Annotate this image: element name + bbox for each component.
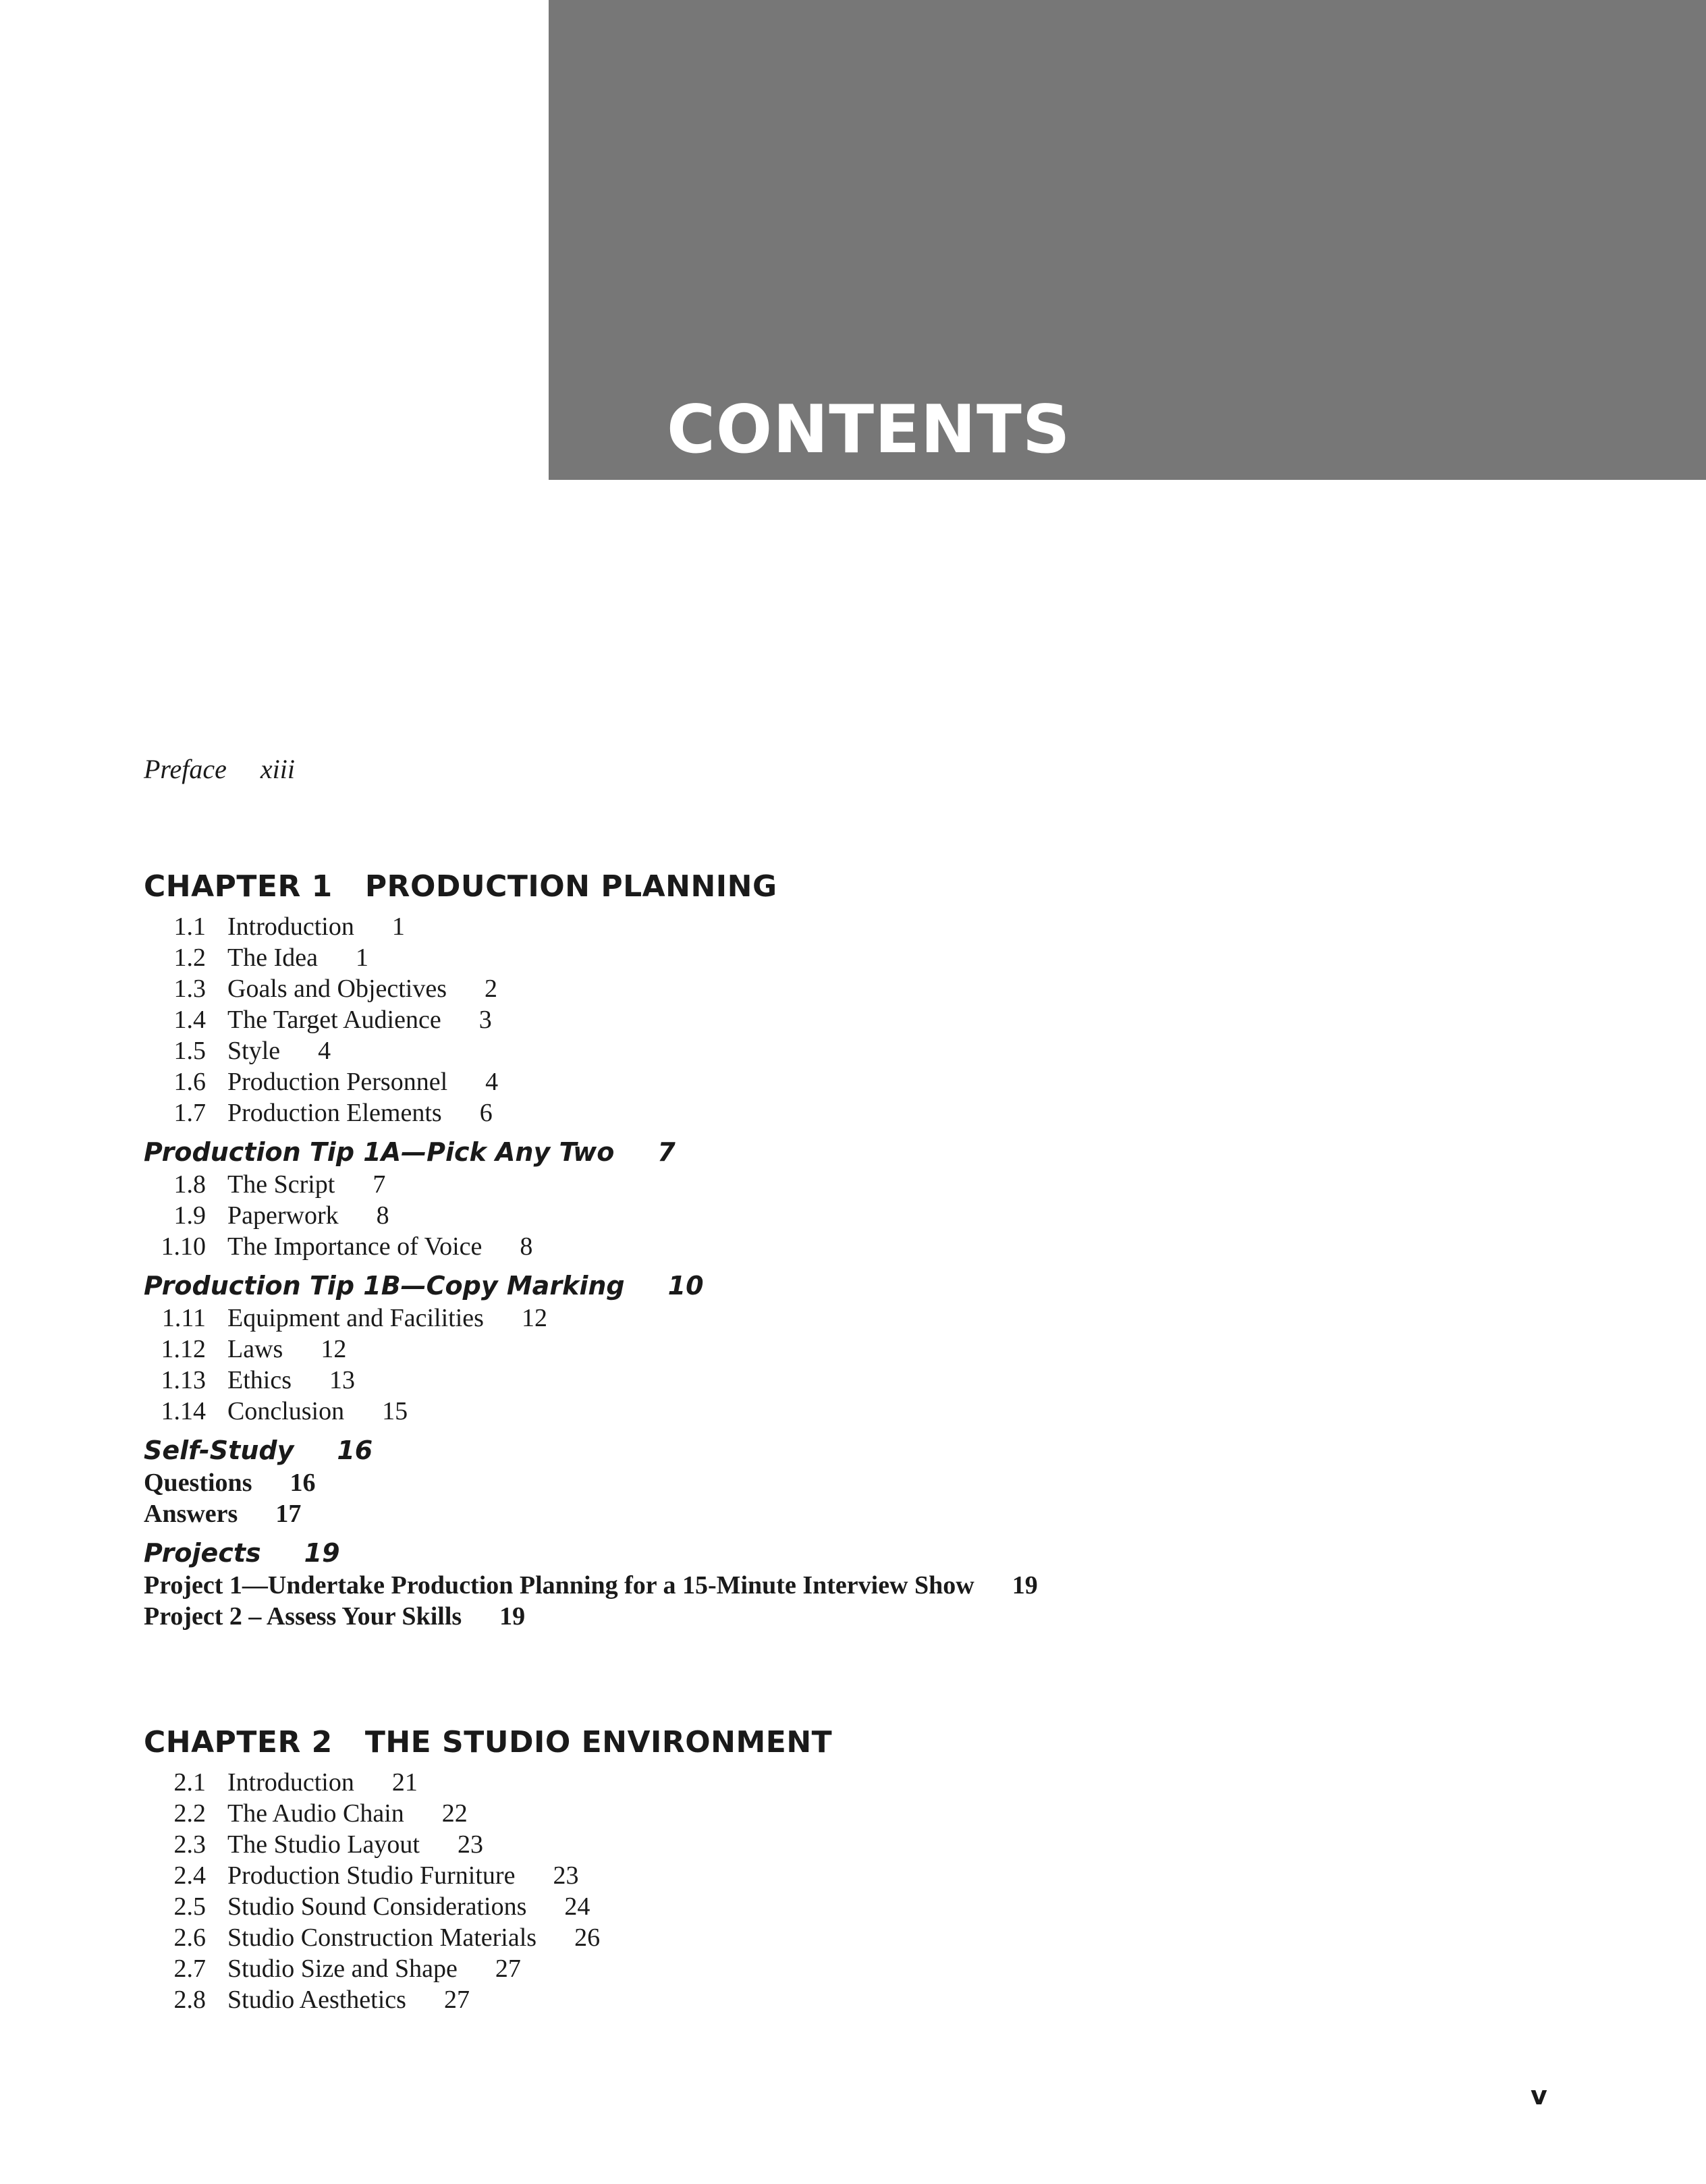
section-title: Goals and Objectives bbox=[227, 975, 447, 1003]
entry-page: 19 bbox=[499, 1602, 526, 1631]
section-title: Style bbox=[227, 1037, 281, 1065]
toc-section[interactable] bbox=[144, 1396, 1038, 1427]
toc-section[interactable] bbox=[144, 1004, 1038, 1035]
section-number: 1.8 bbox=[173, 1170, 206, 1199]
section-number: 1.5 bbox=[173, 1037, 206, 1065]
section-number: 1.12 bbox=[161, 1335, 206, 1363]
section-page: 27 bbox=[443, 1986, 470, 2014]
section-page: 13 bbox=[329, 1366, 355, 1394]
chapter-2-title: THE STUDIO ENVIRONMENT bbox=[364, 1725, 833, 1759]
production-tip-1b[interactable] bbox=[144, 1273, 1038, 1299]
page-title: CONTENTS bbox=[667, 391, 1071, 468]
toc-section[interactable] bbox=[144, 1798, 832, 1829]
section-page: 23 bbox=[553, 1861, 579, 1890]
section-title: Introduction bbox=[227, 912, 354, 941]
section-page: 8 bbox=[376, 1201, 389, 1230]
section-number: 2.7 bbox=[173, 1955, 206, 1983]
section-page: 4 bbox=[485, 1068, 499, 1096]
chapter-1-sections-a bbox=[144, 911, 1038, 1128]
section-number: 2.5 bbox=[173, 1892, 206, 1921]
tip-title: Production Tip 1B—Copy Marking bbox=[144, 1271, 625, 1301]
entry-title: Project 1—Undertake Production Planning for a 15-Minute Interview Show bbox=[144, 1571, 974, 1600]
entry-page: 19 bbox=[1012, 1571, 1038, 1600]
chapter-1-sections-b bbox=[144, 1169, 1038, 1262]
section-title: Studio Aesthetics bbox=[227, 1986, 406, 2014]
projects-page: 19 bbox=[304, 1538, 340, 1568]
preface-label: Preface bbox=[144, 754, 227, 784]
section-number: 1.2 bbox=[173, 944, 206, 972]
entry-title: Questions bbox=[144, 1469, 252, 1497]
section-page: 3 bbox=[478, 1006, 492, 1034]
tip-page: 10 bbox=[667, 1271, 704, 1301]
section-page: 12 bbox=[521, 1304, 547, 1332]
entry-title: Project 2 – Assess Your Skills bbox=[144, 1602, 462, 1631]
toc-section[interactable] bbox=[144, 1891, 832, 1922]
section-page: 22 bbox=[441, 1799, 468, 1828]
section-page: 24 bbox=[564, 1892, 590, 1921]
section-number: 2.2 bbox=[173, 1799, 206, 1828]
entry-page: 17 bbox=[275, 1500, 302, 1528]
section-number: 1.11 bbox=[161, 1304, 206, 1332]
section-title: The Target Audience bbox=[227, 1006, 441, 1034]
section-title: Production Studio Furniture bbox=[227, 1861, 516, 1890]
self-study-heading[interactable] bbox=[144, 1438, 1038, 1463]
toc-section[interactable] bbox=[144, 942, 1038, 973]
section-number: 1.7 bbox=[173, 1099, 206, 1127]
section-number: 2.1 bbox=[173, 1768, 206, 1797]
chapter-1-block bbox=[144, 869, 1038, 1632]
section-page: 27 bbox=[495, 1955, 521, 1983]
section-number: 1.3 bbox=[173, 975, 206, 1003]
section-page: 15 bbox=[382, 1397, 408, 1425]
toc-entry-answers[interactable] bbox=[144, 1498, 1038, 1529]
tip-page: 7 bbox=[657, 1137, 676, 1167]
toc-section[interactable] bbox=[144, 1035, 1038, 1066]
toc-section[interactable] bbox=[144, 1767, 832, 1798]
section-page: 12 bbox=[321, 1335, 347, 1363]
toc-section[interactable] bbox=[144, 1953, 832, 1984]
chapter-2-sections bbox=[144, 1767, 832, 2015]
section-title: Production Personnel bbox=[227, 1068, 448, 1096]
tip-title: Production Tip 1A—Pick Any Two bbox=[144, 1137, 615, 1167]
toc-section[interactable] bbox=[144, 1066, 1038, 1097]
section-title: Production Elements bbox=[227, 1099, 442, 1127]
projects-heading[interactable] bbox=[144, 1540, 1038, 1566]
section-page: 26 bbox=[574, 1923, 601, 1952]
toc-section[interactable] bbox=[144, 1231, 1038, 1262]
section-title: Conclusion bbox=[227, 1397, 345, 1425]
section-number: 2.4 bbox=[173, 1861, 206, 1890]
section-page: 7 bbox=[373, 1170, 386, 1199]
preface-page: xiii bbox=[260, 754, 295, 784]
section-title: Studio Sound Considerations bbox=[227, 1892, 527, 1921]
section-title: Laws bbox=[227, 1335, 283, 1363]
projects-title: Projects bbox=[144, 1538, 261, 1568]
toc-section[interactable] bbox=[144, 1984, 832, 2015]
toc-section[interactable] bbox=[144, 1365, 1038, 1396]
section-number: 2.8 bbox=[173, 1986, 206, 2014]
section-title: The Audio Chain bbox=[227, 1799, 404, 1828]
section-page: 4 bbox=[318, 1037, 331, 1065]
toc-section[interactable] bbox=[144, 1169, 1038, 1200]
toc-section[interactable] bbox=[144, 1097, 1038, 1128]
toc-section[interactable] bbox=[144, 1829, 832, 1860]
chapter-2-label: CHAPTER 2 bbox=[144, 1725, 333, 1759]
toc-entry-questions[interactable] bbox=[144, 1467, 1038, 1498]
section-page: 1 bbox=[355, 944, 368, 972]
toc-section[interactable] bbox=[144, 1200, 1038, 1231]
toc-entry-project-1[interactable] bbox=[144, 1570, 1038, 1601]
self-study-title: Self-Study bbox=[144, 1436, 294, 1465]
chapter-1-label: CHAPTER 1 bbox=[144, 869, 333, 904]
section-number: 2.3 bbox=[173, 1830, 206, 1859]
section-title: Studio Size and Shape bbox=[227, 1955, 458, 1983]
section-page: 2 bbox=[485, 975, 498, 1003]
section-page: 21 bbox=[391, 1768, 418, 1797]
toc-section[interactable] bbox=[144, 911, 1038, 942]
page-number: v bbox=[1531, 2081, 1547, 2110]
toc-entry-project-2[interactable] bbox=[144, 1601, 1038, 1632]
section-number: 1.4 bbox=[173, 1006, 206, 1034]
section-title: Paperwork bbox=[227, 1201, 339, 1230]
chapter-1-sections-c bbox=[144, 1303, 1038, 1427]
section-title: Equipment and Facilities bbox=[227, 1304, 484, 1332]
toc-section[interactable] bbox=[144, 1334, 1038, 1365]
toc-section[interactable] bbox=[144, 1860, 832, 1891]
section-title: Introduction bbox=[227, 1768, 354, 1797]
section-title: The Studio Layout bbox=[227, 1830, 420, 1859]
toc-entry-preface[interactable] bbox=[144, 756, 295, 783]
section-number: 1.14 bbox=[161, 1397, 206, 1425]
chapter-1-heading[interactable] bbox=[144, 869, 1038, 904]
section-number: 1.10 bbox=[161, 1232, 206, 1261]
section-title: Studio Construction Materials bbox=[227, 1923, 537, 1952]
section-title: The Idea bbox=[227, 944, 318, 972]
chapter-2-block bbox=[144, 1725, 833, 2015]
chapter-1-title: PRODUCTION PLANNING bbox=[364, 869, 777, 904]
toc-section[interactable] bbox=[144, 973, 1038, 1004]
section-page: 6 bbox=[479, 1099, 493, 1127]
section-number: 1.6 bbox=[173, 1068, 206, 1096]
entry-page: 16 bbox=[290, 1469, 316, 1497]
self-study-page: 16 bbox=[337, 1436, 373, 1465]
section-title: The Importance of Voice bbox=[227, 1232, 483, 1261]
chapter-2-heading[interactable] bbox=[144, 1725, 833, 1759]
section-number: 1.1 bbox=[173, 912, 206, 941]
section-number: 2.6 bbox=[173, 1923, 206, 1952]
production-tip-1a[interactable] bbox=[144, 1139, 1038, 1165]
section-page: 23 bbox=[457, 1830, 483, 1859]
section-page: 8 bbox=[520, 1232, 533, 1261]
section-title: Ethics bbox=[227, 1366, 292, 1394]
section-title: The Script bbox=[227, 1170, 335, 1199]
toc-section[interactable] bbox=[144, 1922, 832, 1953]
section-number: 1.13 bbox=[161, 1366, 206, 1394]
entry-title: Answers bbox=[144, 1500, 238, 1528]
section-page: 1 bbox=[391, 912, 405, 941]
section-number: 1.9 bbox=[173, 1201, 206, 1230]
toc-section[interactable] bbox=[144, 1303, 1038, 1334]
